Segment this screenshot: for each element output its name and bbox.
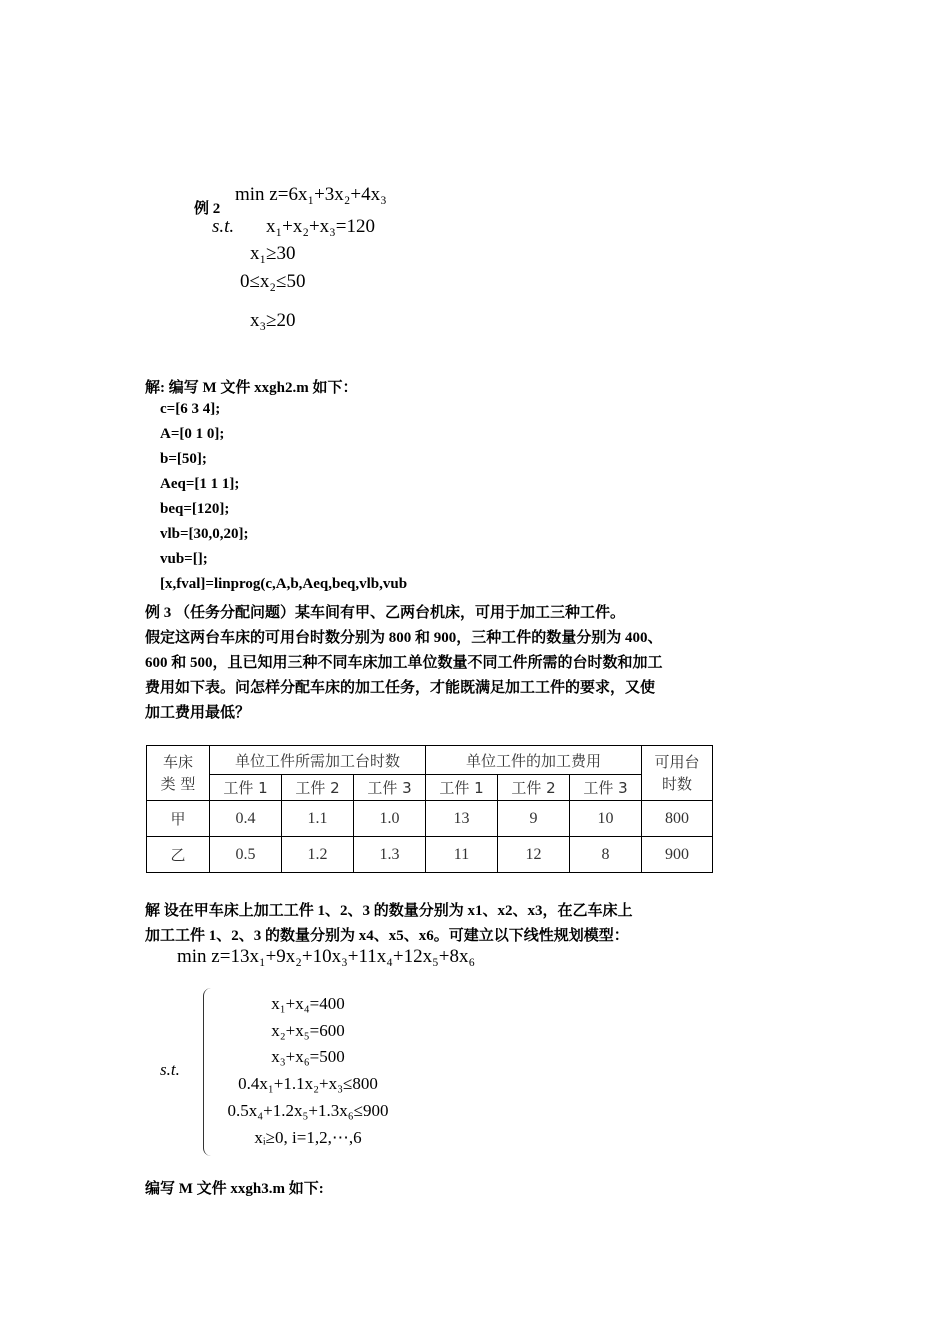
example2-constraint: x₃≥20	[250, 310, 296, 331]
solution3-text: 解 设在甲车床上加工工件 1、2、3 的数量分别为 x1、x2、x3，在乙车床上	[145, 903, 633, 919]
code-line: b=[50];	[160, 451, 207, 467]
cell: 11	[426, 837, 498, 873]
header-hours: 单位工件所需加工台时数	[210, 746, 426, 775]
cell: 甲	[147, 801, 210, 837]
cell: 1.3	[354, 837, 426, 873]
cell: 12	[498, 837, 570, 873]
example2-constraint: x₁+x₂+x₃=120	[266, 216, 376, 237]
example3-text: 例 3 （任务分配问题）某车间有甲、乙两台机床，可用于加工三种工件。	[145, 605, 626, 621]
header-cost: 单位工件的加工费用	[426, 746, 642, 775]
solution3-objective: min z=13x₁+9x₂+10x₃+11x₄+12x₅+8x₆	[177, 946, 476, 967]
cell: 1.1	[282, 801, 354, 837]
table-row	[147, 801, 713, 837]
solution2-intro: 解: 编写 M 文件 xxgh2.m 如下：	[145, 380, 358, 396]
solution3-text: 加工工件 1、2、3 的数量分别为 x4、x5、x6。可建立以下线性规划模型：	[145, 928, 629, 944]
solution3-constraint: 0.4x₁+1.1x₂+x₃≤800	[238, 1074, 378, 1093]
example3-text: 600 和 500，且已知用三种不同车床加工单位数量不同工件所需的台时数和加工	[145, 655, 663, 671]
cell: 8	[570, 837, 642, 873]
example2-st: s.t.	[212, 216, 235, 237]
solution3-constraint: 0.5x₄+1.2x₅+1.3x₆≤900	[227, 1101, 389, 1120]
solution3-outro: 编写 M 文件 xxgh3.m 如下:	[145, 1181, 324, 1197]
subheader: 工件 1	[210, 775, 282, 801]
solution3-constraint: x₂+x₅=600	[271, 1021, 345, 1040]
machine-table	[146, 745, 713, 873]
cell: 1.0	[354, 801, 426, 837]
example3-text: 加工费用最低？	[145, 705, 251, 721]
solution3-constraint: xᵢ≥0, i=1,2,⋯,6	[254, 1128, 362, 1147]
cell: 9	[498, 801, 570, 837]
code-line: c=[6 3 4];	[160, 401, 221, 417]
subheader: 工件 2	[498, 775, 570, 801]
header-machine-type: 车床 类 型	[147, 746, 210, 801]
cell: 10	[570, 801, 642, 837]
example3-text: 费用如下表。问怎样分配车床的加工任务，才能既满足加工工件的要求，又使	[145, 680, 656, 696]
cell: 13	[426, 801, 498, 837]
cell: 800	[642, 801, 713, 837]
example2-constraint: 0≤x₂≤50	[240, 271, 306, 292]
cell: 0.5	[210, 837, 282, 873]
example2-constraint: x₁≥30	[250, 243, 296, 264]
code-line: vub=[];	[160, 551, 208, 567]
code-line: [x,fval]=linprog(c,A,b,Aeq,beq,vlb,vub	[160, 576, 408, 592]
cell: 乙	[147, 837, 210, 873]
subheader: 工件 3	[354, 775, 426, 801]
code-line: Aeq=[1 1 1];	[160, 476, 240, 492]
example2-label: 例 2	[194, 201, 221, 217]
code-line: A=[0 1 0];	[160, 426, 225, 442]
table-row	[147, 837, 713, 873]
cell: 0.4	[210, 801, 282, 837]
cell: 1.2	[282, 837, 354, 873]
code-line: vlb=[30,0,20];	[160, 526, 249, 542]
subheader: 工件 2	[282, 775, 354, 801]
example2-objective: min z=6x₁+3x₂+4x₃	[235, 184, 387, 205]
subheader: 工件 1	[426, 775, 498, 801]
example3-text: 假定这两台车床的可用台时数分别为 800 和 900，三种工件的数量分别为 400、	[145, 630, 663, 646]
code-line: beq=[120];	[160, 501, 230, 517]
cell: 900	[642, 837, 713, 873]
solution3-st: s.t.	[160, 1060, 180, 1079]
solution3-constraint: x₃+x₆=500	[271, 1047, 345, 1066]
solution3-constraint: x₁+x₄=400	[271, 994, 345, 1013]
subheader: 工件 3	[570, 775, 642, 801]
header-available: 可用台 时数	[642, 746, 713, 801]
